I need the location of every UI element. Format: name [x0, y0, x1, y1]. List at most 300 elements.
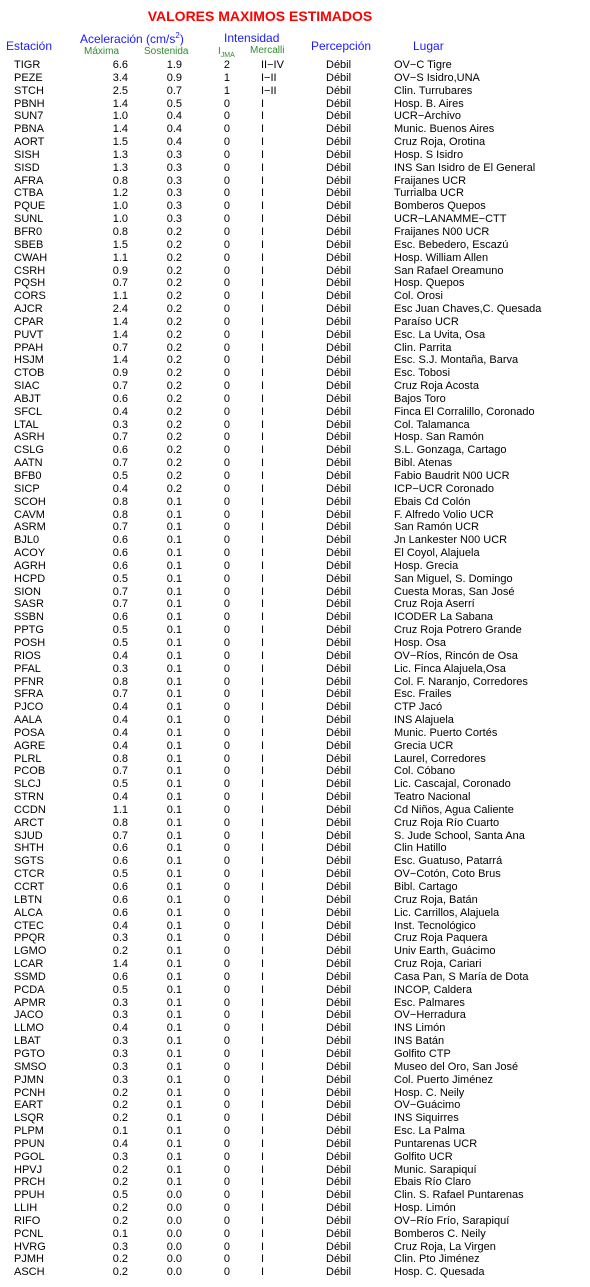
perception: Débil	[326, 521, 352, 534]
table-row	[0, 894, 590, 907]
station-code: LBTN	[14, 893, 43, 906]
sustained-acceleration: 0.1	[166, 547, 182, 560]
perception: Débil	[326, 251, 352, 264]
location: ICODER La Sabana	[394, 611, 494, 624]
mercalli-intensity: I	[261, 983, 265, 996]
perception: Débil	[326, 1060, 352, 1073]
max-acceleration: 1.1	[112, 251, 128, 264]
sustained-acceleration: 0.1	[166, 752, 182, 765]
perception: Débil	[326, 906, 352, 919]
perception: Débil	[326, 688, 352, 701]
location: Fabio Baudrit N00 UCR	[394, 470, 510, 482]
table-row	[0, 444, 590, 457]
table-row	[0, 958, 590, 971]
table-row	[0, 1241, 590, 1254]
table-row	[0, 765, 590, 778]
sustained-acceleration: 0.1	[166, 611, 182, 624]
table-row	[0, 252, 590, 265]
station-code: HVRG	[14, 1240, 46, 1253]
max-acceleration: 0.8	[112, 816, 128, 829]
perception: Débil	[326, 59, 352, 71]
perception: Débil	[326, 1022, 352, 1035]
table-row	[0, 868, 590, 881]
perception: Débil	[326, 842, 352, 855]
location: Fraijanes UCR	[394, 174, 467, 187]
sustained-acceleration: 0.1	[166, 1073, 182, 1086]
ijma-intensity: 0	[223, 714, 230, 727]
mercalli-intensity: I	[261, 1022, 265, 1035]
mercalli-intensity: I	[261, 791, 265, 804]
max-acceleration: 0.5	[112, 470, 128, 482]
header-lugar: Lugar	[413, 39, 444, 53]
location: Lic. Carrillos, Alajuela	[394, 906, 500, 919]
location: Col. Talamanca	[394, 418, 470, 431]
table-row	[0, 316, 590, 329]
perception: Débil	[326, 84, 352, 97]
table-row	[0, 175, 590, 188]
location: INS Batán	[394, 1035, 445, 1048]
perception: Débil	[326, 110, 352, 123]
ijma-intensity: 0	[223, 1112, 230, 1125]
location: Lic. Finca Alajuela,Osa	[394, 662, 506, 675]
sustained-acceleration: 0.0	[166, 1189, 182, 1202]
table-row	[0, 1266, 590, 1279]
location: INS Alajuela	[394, 714, 454, 727]
station-code: AATN	[14, 457, 43, 470]
max-acceleration: 1.1	[112, 803, 128, 816]
perception: Débil	[326, 1163, 352, 1176]
perception: Débil	[326, 1047, 352, 1060]
mercalli-intensity: I	[261, 277, 265, 290]
table-row	[0, 1189, 590, 1202]
station-code: PBNA	[14, 123, 44, 136]
perception: Débil	[326, 791, 352, 804]
max-acceleration: 0.3	[112, 1009, 128, 1022]
max-acceleration: 0.2	[112, 1176, 128, 1189]
mercalli-intensity: I	[261, 354, 265, 367]
station-code: SJUD	[14, 829, 43, 842]
ijma-intensity: 0	[223, 881, 230, 893]
location: Univ Earth, Guácimo	[394, 945, 496, 958]
sustained-acceleration: 0.1	[166, 624, 182, 637]
location: Bomberos Quepos	[394, 200, 486, 213]
sustained-acceleration: 0.1	[166, 675, 182, 688]
ijma-intensity: 0	[223, 829, 230, 842]
header-sostenida: Sostenida	[144, 46, 189, 57]
ijma-intensity: 0	[223, 996, 230, 1009]
max-acceleration: 0.4	[112, 791, 128, 804]
location: Bibl. Cartago	[394, 881, 458, 893]
table-row	[0, 470, 590, 483]
perception: Débil	[326, 1099, 352, 1112]
sustained-acceleration: 0.1	[166, 662, 182, 675]
location: Fraijanes N00 UCR	[394, 225, 490, 238]
station-code: CWAH	[14, 251, 48, 264]
sustained-acceleration: 0.1	[166, 1009, 182, 1022]
sustained-acceleration: 0.2	[166, 431, 182, 444]
max-acceleration: 0.7	[112, 457, 128, 470]
max-acceleration: 0.8	[112, 495, 128, 508]
sustained-acceleration: 0.1	[166, 919, 182, 932]
perception: Débil	[326, 97, 352, 110]
mercalli-intensity: I	[261, 508, 265, 521]
station-code: PRCH	[14, 1176, 46, 1189]
max-acceleration: 1.4	[112, 958, 128, 971]
perception: Débil	[326, 598, 352, 611]
perception: Débil	[326, 636, 352, 649]
station-code: SUN7	[14, 110, 44, 123]
sustained-acceleration: 0.1	[166, 688, 182, 701]
max-acceleration: 0.7	[112, 829, 128, 842]
perception: Débil	[326, 585, 352, 598]
table-row	[0, 406, 590, 419]
max-acceleration: 1.4	[112, 315, 128, 328]
sustained-acceleration: 0.1	[166, 1022, 182, 1035]
table-row	[0, 200, 590, 213]
sustained-acceleration: 0.1	[166, 1176, 182, 1189]
max-acceleration: 0.3	[112, 932, 128, 945]
table-row	[0, 1099, 590, 1112]
max-acceleration: 1.3	[112, 161, 128, 174]
table-row	[0, 778, 590, 791]
max-acceleration: 1.4	[112, 354, 128, 367]
perception: Débil	[326, 611, 352, 624]
location: Cruz Roja, Orotina	[394, 136, 486, 149]
mercalli-intensity: I	[261, 996, 265, 1009]
location: S.L. Gonzaga, Cartago	[394, 444, 507, 457]
location: Munic. Sarapiquí	[394, 1163, 477, 1176]
ijma-intensity: 0	[223, 238, 230, 251]
sustained-acceleration: 0.1	[166, 714, 182, 727]
max-acceleration: 0.3	[112, 418, 128, 431]
header-ijma	[218, 46, 235, 59]
sustained-acceleration: 0.2	[166, 315, 182, 328]
location: Esc. S.J. Montaña, Barva	[394, 354, 519, 367]
ijma-intensity: 0	[223, 906, 230, 919]
station-code: PPTG	[14, 624, 44, 637]
sustained-acceleration: 0.1	[166, 1060, 182, 1073]
sustained-acceleration: 0.7	[166, 84, 182, 97]
sustained-acceleration: 0.1	[166, 958, 182, 971]
table-row	[0, 727, 590, 740]
table-row	[0, 637, 590, 650]
station-table	[0, 59, 590, 1279]
ijma-intensity: 0	[223, 1073, 230, 1086]
ijma-intensity: 2	[223, 59, 230, 71]
mercalli-intensity: I	[261, 341, 265, 354]
location: OV−Cotón, Coto Brus	[394, 868, 501, 881]
perception: Débil	[326, 1202, 352, 1215]
table-row	[0, 611, 590, 624]
location: Turrialba UCR	[394, 187, 464, 200]
max-acceleration: 0.3	[112, 996, 128, 1009]
perception: Débil	[326, 996, 352, 1009]
max-acceleration: 0.3	[112, 1240, 128, 1253]
table-row	[0, 213, 590, 226]
table-row	[0, 1035, 590, 1048]
ijma-intensity: 0	[223, 662, 230, 675]
station-code: AFRA	[14, 174, 44, 187]
sustained-acceleration: 0.1	[166, 1047, 182, 1060]
perception: Débil	[326, 290, 352, 303]
perception: Débil	[326, 1009, 352, 1022]
mercalli-intensity: I	[261, 123, 265, 136]
mercalli-intensity: I	[261, 970, 265, 983]
perception: Débil	[326, 649, 352, 662]
max-acceleration: 0.6	[112, 444, 128, 457]
perception: Débil	[326, 739, 352, 752]
mercalli-intensity: I	[261, 1125, 265, 1138]
location: Teatro Nacional	[394, 791, 471, 804]
station-code: SCOH	[14, 495, 46, 508]
perception: Débil	[326, 161, 352, 174]
perception: Débil	[326, 123, 352, 136]
ijma-intensity: 0	[223, 726, 230, 739]
perception: Débil	[326, 508, 352, 521]
mercalli-intensity: I	[261, 1214, 265, 1227]
max-acceleration: 0.7	[112, 765, 128, 778]
mercalli-intensity: I	[261, 906, 265, 919]
station-code: SBEB	[14, 238, 44, 251]
location: Hosp. William Allen	[394, 251, 489, 264]
max-acceleration: 1.0	[112, 200, 128, 213]
ijma-intensity: 0	[223, 1163, 230, 1176]
location: Cruz Roja Acosta	[394, 380, 479, 393]
perception: Débil	[326, 1112, 352, 1125]
table-row	[0, 239, 590, 252]
table-row	[0, 1061, 590, 1074]
location: UCR−LANAMME−CTT	[394, 213, 507, 226]
station-code: PPUN	[14, 1137, 45, 1150]
header-maxima: Máxima	[84, 46, 120, 57]
sustained-acceleration: 0.1	[166, 932, 182, 945]
sustained-acceleration: 0.2	[166, 405, 182, 418]
ijma-intensity: 0	[223, 123, 230, 136]
mercalli-intensity: I	[261, 726, 265, 739]
mercalli-intensity: I	[261, 572, 265, 585]
table-row	[0, 1112, 590, 1125]
sustained-acceleration: 0.3	[166, 148, 182, 161]
sustained-acceleration: 0.2	[166, 225, 182, 238]
sustained-acceleration: 0.1	[166, 996, 182, 1009]
mercalli-intensity: I	[261, 881, 265, 893]
mercalli-intensity: I	[261, 187, 265, 200]
station-code: POSA	[14, 726, 45, 739]
location: Esc. Bebedero, Escazú	[394, 238, 509, 251]
ijma-intensity: 0	[223, 598, 230, 611]
ijma-intensity: 0	[223, 1137, 230, 1150]
max-acceleration: 0.4	[112, 405, 128, 418]
ijma-intensity: 0	[223, 547, 230, 560]
header-aceleracion	[80, 31, 184, 46]
mercalli-intensity: I	[261, 649, 265, 662]
mercalli-intensity: I	[261, 148, 265, 161]
mercalli-intensity: I	[261, 457, 265, 470]
table-row	[0, 971, 590, 984]
max-acceleration: 0.1	[112, 1227, 128, 1240]
location: Casa Pan, S María de Dota	[394, 970, 529, 983]
mercalli-intensity: I	[261, 636, 265, 649]
location: Lic. Cascajal, Coronado	[394, 778, 511, 791]
location: Col. Puerto Jiménez	[394, 1073, 494, 1086]
table-row	[0, 265, 590, 278]
table-row	[0, 804, 590, 817]
station-code: LGMO	[14, 945, 47, 958]
station-code: SMSO	[14, 1060, 47, 1073]
ijma-intensity: 0	[223, 1253, 230, 1266]
mercalli-intensity: I	[261, 1189, 265, 1202]
station-code: SASR	[14, 598, 44, 611]
station-code: CTOB	[14, 367, 45, 380]
perception: Débil	[326, 1227, 352, 1240]
location: Munic. Puerto Cortés	[394, 726, 498, 739]
ijma-intensity: 0	[223, 816, 230, 829]
ijma-intensity: 0	[223, 752, 230, 765]
max-acceleration: 0.3	[112, 1035, 128, 1048]
ijma-intensity: 0	[223, 97, 230, 110]
table-row	[0, 85, 590, 98]
sustained-acceleration: 0.1	[166, 495, 182, 508]
perception: Débil	[326, 392, 352, 405]
ijma-intensity: 0	[223, 791, 230, 804]
perception: Débil	[326, 765, 352, 778]
location: Cruz Roja Aserrí	[394, 598, 475, 611]
table-row	[0, 393, 590, 406]
sustained-acceleration: 0.1	[166, 778, 182, 791]
ijma-intensity: 0	[223, 1125, 230, 1138]
sustained-acceleration: 0.1	[166, 893, 182, 906]
station-code: CAVM	[14, 508, 45, 521]
sustained-acceleration: 0.1	[166, 1137, 182, 1150]
perception: Débil	[326, 444, 352, 457]
ijma-intensity: 0	[223, 842, 230, 855]
perception: Débil	[326, 1035, 352, 1048]
perception: Débil	[326, 559, 352, 572]
location: Laurel, Corredores	[394, 752, 486, 765]
perception: Débil	[326, 457, 352, 470]
station-code: SICP	[14, 482, 40, 495]
table-row	[0, 932, 590, 945]
sustained-acceleration: 0.1	[166, 534, 182, 547]
sustained-acceleration: 0.1	[166, 1150, 182, 1163]
table-row	[0, 162, 590, 175]
table-row	[0, 740, 590, 753]
max-acceleration: 2.4	[112, 303, 128, 316]
station-code: CSLG	[14, 444, 44, 457]
location: Museo del Oro, San José	[394, 1060, 519, 1073]
station-code: PPQR	[14, 932, 46, 945]
ijma-intensity: 0	[223, 559, 230, 572]
station-code: PCOB	[14, 765, 46, 778]
perception: Débil	[326, 341, 352, 354]
max-acceleration: 0.4	[112, 714, 128, 727]
ijma-intensity: 0	[223, 110, 230, 123]
ijma-intensity: 0	[223, 290, 230, 303]
header-percepcion: Percepción	[311, 39, 372, 53]
perception: Débil	[326, 714, 352, 727]
station-code: SLCJ	[14, 778, 41, 791]
max-acceleration: 0.2	[112, 945, 128, 958]
sustained-acceleration: 0.1	[166, 1112, 182, 1125]
sustained-acceleration: 0.2	[166, 303, 182, 316]
table-row	[0, 149, 590, 162]
mercalli-intensity: I	[261, 714, 265, 727]
table-row	[0, 1074, 590, 1087]
location: INS San Isidro de El General	[394, 161, 536, 174]
sustained-acceleration: 0.9	[166, 71, 182, 84]
ijma-intensity: 0	[223, 1035, 230, 1048]
ijma-intensity: 0	[223, 778, 230, 791]
mercalli-intensity: I	[261, 1266, 265, 1279]
location: Grecia UCR	[394, 739, 454, 752]
perception: Débil	[326, 726, 352, 739]
location: Esc. La Uvita, Osa	[394, 328, 486, 341]
max-acceleration: 0.3	[112, 1150, 128, 1163]
perception: Débil	[326, 328, 352, 341]
perception: Débil	[326, 547, 352, 560]
mercalli-intensity: I	[261, 97, 265, 110]
station-code: PBNH	[14, 97, 45, 110]
location: Col. Cóbano	[394, 765, 456, 778]
table-row	[0, 830, 590, 843]
ijma-intensity: 0	[223, 868, 230, 881]
location: Bomberos C. Neily	[394, 1227, 486, 1240]
max-acceleration: 0.2	[112, 1086, 128, 1099]
station-code: PCDA	[14, 983, 45, 996]
table-row	[0, 329, 590, 342]
table-row	[0, 1125, 590, 1138]
station-code: CORS	[14, 290, 46, 303]
max-acceleration: 0.6	[112, 855, 128, 868]
station-code: LLMO	[14, 1022, 44, 1035]
sustained-acceleration: 0.1	[166, 765, 182, 778]
mercalli-intensity: I	[261, 1073, 265, 1086]
max-acceleration: 0.6	[112, 611, 128, 624]
mercalli-intensity: II−IV	[261, 59, 284, 71]
max-acceleration: 0.9	[112, 264, 128, 277]
mercalli-intensity: I	[261, 418, 265, 431]
max-acceleration: 0.6	[112, 970, 128, 983]
perception: Débil	[326, 1176, 352, 1189]
mercalli-intensity: I	[261, 765, 265, 778]
table-row	[0, 59, 590, 72]
mercalli-intensity: I	[261, 1137, 265, 1150]
sustained-acceleration: 0.1	[166, 701, 182, 714]
perception: Débil	[326, 136, 352, 149]
station-code: ASRH	[14, 431, 45, 444]
mercalli-intensity: I	[261, 200, 265, 213]
sustained-acceleration: 0.1	[166, 598, 182, 611]
max-acceleration: 0.4	[112, 701, 128, 714]
max-acceleration: 0.6	[112, 906, 128, 919]
location: Esc. Tobosi	[394, 367, 451, 380]
station-code: ASCH	[14, 1266, 45, 1279]
ijma-intensity: 0	[223, 572, 230, 585]
station-code: LLIH	[14, 1202, 38, 1215]
perception: Débil	[326, 881, 352, 893]
table-row	[0, 303, 590, 316]
ijma-intensity: 0	[223, 739, 230, 752]
max-acceleration: 0.2	[112, 1266, 128, 1279]
location: Cruz Roja, Cariari	[394, 958, 482, 971]
mercalli-intensity: I	[261, 547, 265, 560]
header-aceleracion-close: )	[179, 32, 184, 46]
station-code: CPAR	[14, 315, 44, 328]
ijma-intensity: 0	[223, 1099, 230, 1112]
station-code: PLRL	[14, 752, 42, 765]
table-row	[0, 226, 590, 239]
perception: Débil	[326, 367, 352, 380]
